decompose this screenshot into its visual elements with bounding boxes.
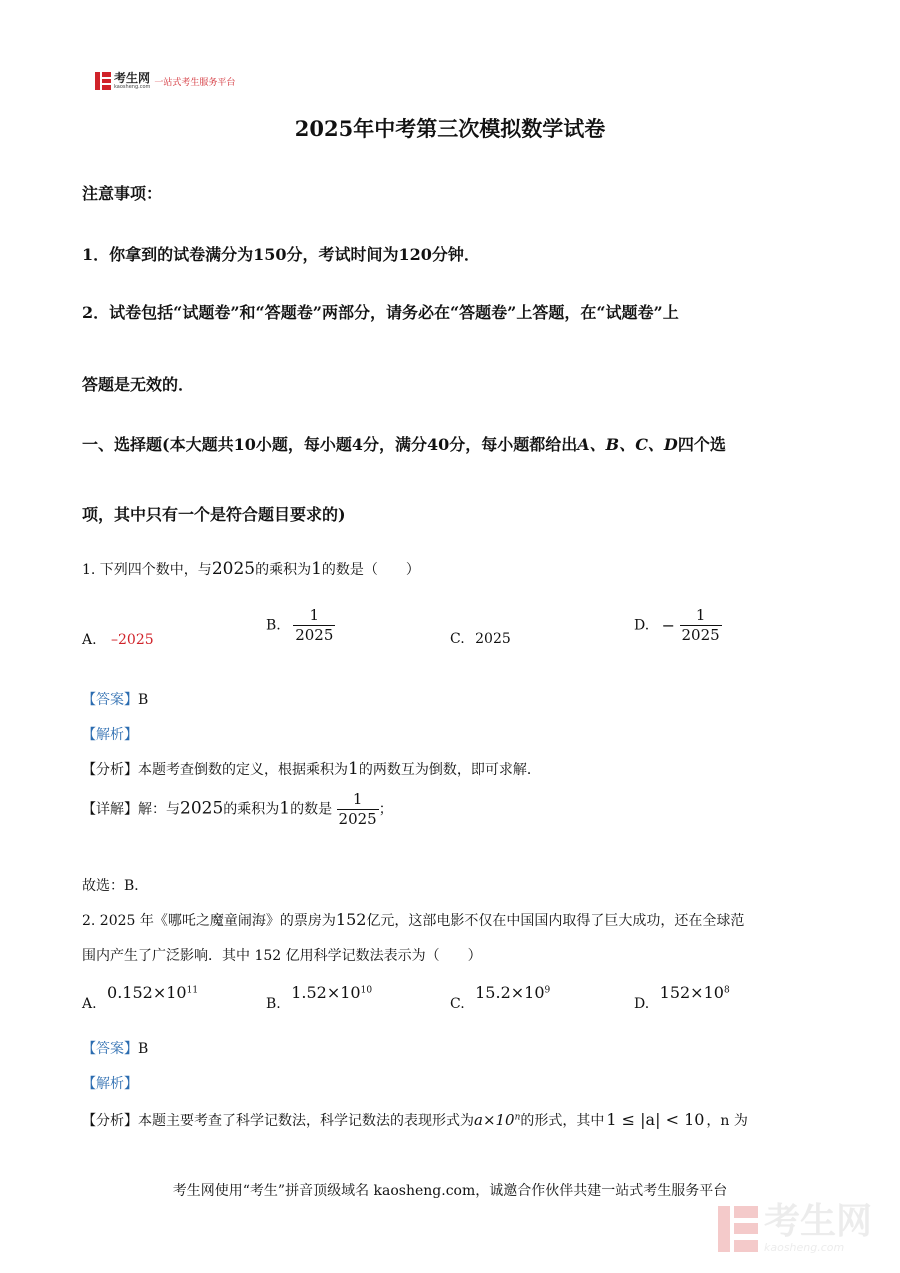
q2-fenxi-form: a×10 (474, 1111, 515, 1129)
q2-fenxi-form-exponent: n (514, 1112, 521, 1123)
q1-analysis-tag: 【解析】 (82, 727, 138, 743)
q2-option-b-label: B. (266, 996, 281, 1012)
q1-detail-text: 解：与 (138, 801, 180, 818)
q1-answer (82, 689, 148, 709)
question-2-stem-cont: 围内产生了广泛影响．其中 152 亿用科学记数法表示为（ ） (82, 948, 482, 964)
footer-text: 考生网使用“考生”拼音顶级域名 kaosheng.com，诚邀合作伙伴共建一站式考生服务平台 (172, 1183, 728, 1199)
q2-option-c-base: 15.2×10 (475, 983, 545, 1002)
q2-option-a-label: A. (82, 996, 97, 1012)
q1-option-d (634, 606, 722, 645)
q2-fenxi-tag: 【分析】 (82, 1113, 138, 1129)
q1-fenxi-end: 的两数互为倒数，即可求解． (358, 762, 541, 778)
q1-detail-numerator: 1 (352, 790, 363, 808)
q2-stem-end: 亿元，这部电影不仅在中国国内取得了巨大成功，还在全球范 (366, 913, 745, 929)
q1-option-d-sign: − (661, 616, 676, 635)
q2-option-a-base: 0.152×10 (107, 983, 187, 1002)
q1-option-d-denominator: 2025 (681, 626, 720, 644)
q1-detail-end: ； (378, 801, 393, 818)
q2-option-a-exponent: 11 (186, 985, 199, 996)
q2-fenxi (82, 1110, 748, 1130)
q2-fenxi-text: 本题主要考查了科学记数法，科学记数法的表现形式为 (138, 1113, 474, 1129)
q2-option-b-base: 1.52×10 (291, 983, 361, 1002)
q2-analysis-tag: 【解析】 (82, 1076, 138, 1092)
q1-option-d-fraction (680, 606, 722, 645)
q1-detail-denominator: 2025 (338, 810, 377, 828)
q2-option-b-exponent: 10 (360, 985, 373, 996)
q2-answer-value: B (138, 1041, 149, 1057)
section-heading-letters: A、B、C、D (577, 435, 678, 454)
q2-answer-tag: 【答案】 (82, 1041, 138, 1057)
section-heading-cont: 项，其中只有一个是符合题目要求的) (82, 505, 346, 524)
q2-option-d-exponent: 8 (723, 985, 730, 996)
section-heading-end: 四个选 (677, 435, 726, 454)
logo-subtext: kaosheng.com (114, 84, 151, 90)
q1-option-a (82, 632, 154, 648)
q1-fenxi (82, 759, 541, 779)
q2-fenxi-mid: 的形式，其中 (520, 1113, 605, 1129)
q1-option-c-value: 2025 (475, 631, 511, 647)
watermark-subtext: kaosheng.com (763, 1241, 845, 1254)
q2-option-d-label: D. (634, 996, 650, 1012)
section-heading (82, 432, 726, 455)
q2-answer (82, 1038, 148, 1058)
watermark-logo (718, 1203, 872, 1254)
q1-detail-one: 1 (279, 798, 291, 819)
q1-detail-mid: 的乘积为 (223, 801, 280, 818)
q1-stem-text: 1. 下列四个数中，与 (82, 562, 212, 578)
q2-stem-text: 2. 2025 年《哪吒之魔童闹海》的票房为 (82, 913, 336, 929)
q1-detail (82, 790, 393, 829)
site-logo (95, 72, 235, 90)
q1-option-a-label: A. (82, 632, 97, 648)
q1-detail-tag: 【详解】 (82, 801, 138, 818)
q1-stem-mid: 的乘积为 (255, 562, 312, 578)
q2-option-c-exponent: 9 (544, 985, 551, 996)
q1-fenxi-tag: 【分析】 (82, 762, 138, 778)
logo-tagline: 一站式考生服务平台 (154, 77, 236, 88)
watermark-text: 考生网 (763, 1201, 872, 1242)
logo-mark-icon (95, 72, 111, 90)
q1-option-a-value: –2025 (111, 632, 154, 648)
q1-stem-one: 1 (311, 559, 322, 579)
q2-option-d-base: 152×10 (659, 983, 724, 1002)
notice-item-2-cont: 答题是无效的． (82, 375, 195, 394)
q1-detail-number: 2025 (180, 798, 224, 819)
watermark-mark-icon (718, 1206, 758, 1252)
q1-option-b-label: B. (266, 617, 281, 634)
q1-option-b-numerator: 1 (309, 606, 320, 624)
q1-stem-end: 的数是（ ） (321, 562, 420, 578)
question-2-stem (82, 910, 744, 930)
q2-stem-number: 152 (335, 910, 367, 929)
q1-conclusion: 故选：B． (82, 878, 149, 894)
notice-heading: 注意事项： (82, 184, 163, 203)
q1-detail-fraction (337, 790, 379, 829)
logo-text: 考生网 (114, 71, 151, 85)
q1-option-c (450, 631, 511, 647)
page-title: 2025年中考第三次模拟数学试卷 (294, 116, 606, 141)
q1-stem-number: 2025 (211, 559, 256, 579)
q1-detail-post: 的数是 (290, 801, 333, 818)
q1-option-c-label: C. (450, 631, 465, 647)
q1-answer-value: B (138, 692, 149, 708)
notice-item-2: 2．试卷包括“试题卷”和“答题卷”两部分，请务必在“答题卷”上答题，在“试题卷”上 (82, 303, 679, 322)
q2-option-d (634, 983, 730, 1012)
notice-item-1: 1．你拿到的试卷满分为150分，考试时间为120分钟． (82, 245, 480, 264)
q1-option-b-fraction (293, 606, 335, 645)
q2-fenxi-inequality: 1 ≤ |a| < 10 (606, 1110, 705, 1129)
q1-fenxi-one: 1 (348, 759, 359, 779)
q1-option-d-numerator: 1 (695, 606, 706, 624)
q2-option-a (82, 983, 199, 1012)
q1-answer-tag: 【答案】 (82, 692, 138, 708)
q2-option-c (450, 983, 551, 1012)
q2-option-c-label: C. (450, 996, 465, 1012)
section-heading-text: 一、选择题(本大题共10小题，每小题4分，满分40分，每小题都给出 (82, 435, 578, 454)
q1-option-d-label: D. (634, 617, 650, 634)
q2-option-b (266, 983, 373, 1012)
q1-option-b-denominator: 2025 (295, 626, 334, 644)
q1-fenxi-text: 本题考查倒数的定义，根据乘积为 (138, 762, 348, 778)
q1-option-b (266, 606, 335, 645)
q2-fenxi-end: ，n 为 (706, 1113, 748, 1129)
question-1-stem (82, 559, 420, 579)
